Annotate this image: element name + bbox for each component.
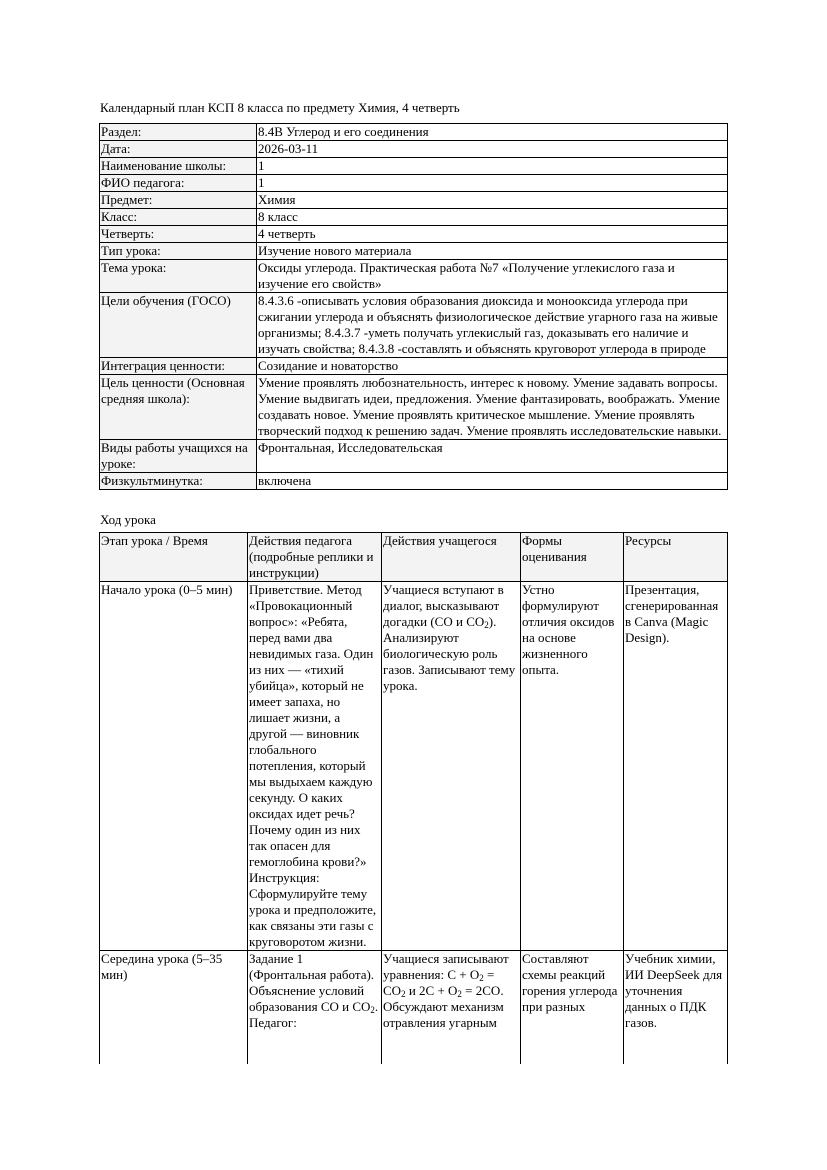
- student-actions-cell: [382, 582, 521, 951]
- info-label: Тема урока:: [100, 260, 257, 293]
- lesson-info-table: [99, 123, 728, 490]
- page-bottom-margin: [0, 1064, 827, 1170]
- flow-table-header: [100, 533, 728, 582]
- student-text: = CO: [383, 967, 495, 998]
- teacher-text: . Педагог:: [249, 999, 379, 1030]
- info-row: [100, 375, 728, 440]
- info-label: Физкультминутка:: [100, 473, 257, 490]
- info-value: включена: [257, 473, 728, 490]
- student-text: Учащиеся записывают уравнения: C + O: [383, 951, 509, 982]
- info-row: [100, 226, 728, 243]
- info-value: 8 класс: [257, 209, 728, 226]
- lesson-flow-table: [99, 532, 728, 1112]
- info-row: [100, 175, 728, 192]
- student-text: Учащиеся вступают в диалог, высказывают догадки (CO и CO: [383, 582, 504, 629]
- info-label: Интеграция ценности:: [100, 358, 257, 375]
- info-value: 8.4В Углерод и его соединения: [257, 124, 728, 141]
- info-row: [100, 243, 728, 260]
- info-value: Химия: [257, 192, 728, 209]
- assessment-cell: Составляют схемы реакций горения углерода при разных: [521, 951, 624, 1112]
- subscript: 2: [401, 989, 406, 999]
- info-value: 4 четверть: [257, 226, 728, 243]
- info-label: ФИО педагога:: [100, 175, 257, 192]
- info-label: Цели обучения (ГОСО): [100, 293, 257, 358]
- info-row: [100, 209, 728, 226]
- subscript: 2: [484, 620, 489, 630]
- header-stage: Этап урока / Время: [100, 533, 248, 582]
- info-row: [100, 473, 728, 490]
- info-value: Фронтальная, Исследовательская: [257, 440, 728, 473]
- header-resources: Ресурсы: [624, 533, 728, 582]
- info-label: Виды работы учащихся на уроке:: [100, 440, 257, 473]
- info-row: [100, 158, 728, 175]
- header-student-actions: Действия учащегося: [382, 533, 521, 582]
- info-row: [100, 192, 728, 209]
- info-row: [100, 124, 728, 141]
- resources-cell: Презентация, сгенерированная в Canva (Magic Design).: [624, 582, 728, 951]
- info-value: 1: [257, 158, 728, 175]
- info-label: Тип урока:: [100, 243, 257, 260]
- info-value: Созидание и новаторство: [257, 358, 728, 375]
- info-row: [100, 141, 728, 158]
- resources-cell: Учебник химии, ИИ DeepSeek для уточнения данных о ПДК газов.: [624, 951, 728, 1112]
- info-row: [100, 440, 728, 473]
- info-value: 2026-03-11: [257, 141, 728, 158]
- student-text: ). Анализируют биологическую роль газов. Записывают тему урока.: [383, 614, 516, 693]
- student-text: = 2CO. Обсуждают механизм отравления угарным: [383, 983, 504, 1030]
- info-label: Наименование школы:: [100, 158, 257, 175]
- header-teacher-actions: Действия педагога (подробные реплики и инструкции): [248, 533, 382, 582]
- header-assessment: Формы оценивания: [521, 533, 624, 582]
- teacher-text: Задание 1 (Фронтальная работа). Объяснение условий образования CO и CO: [249, 951, 375, 1014]
- teacher-actions-cell: Приветствие. Метод «Провокационный вопрос»: «Ребята, перед вами два невидимых газа. Один из них — «тихий убийца», который не имеет запаха, но лишает жизни, а другой — виновник глобального потепления, который мы выдыхаем каждую секунду. О каких оксидах идет речь? Почему один из них так опасен для гемоглобина крови?» Инструкция: Сформулируйте тему урока и предположите, как связаны эти газы с круговоротом жизни.: [248, 582, 382, 951]
- info-label: Дата:: [100, 141, 257, 158]
- info-row: [100, 358, 728, 375]
- info-value: 1: [257, 175, 728, 192]
- subscript: 2: [370, 1005, 375, 1015]
- info-value: Изучение нового материала: [257, 243, 728, 260]
- info-row: [100, 260, 728, 293]
- info-label: Раздел:: [100, 124, 257, 141]
- info-value: Умение проявлять любознательность, интерес к новому. Умение задавать вопросы. Умение выдвигать идеи, предложения. Умение фантазировать, воображать. Умение создавать новое. Умение проявлять критическое мышление. Умение проявлять творческий подход к решению задач. Умение проявлять исследовательские навыки.: [257, 375, 728, 440]
- subscript: 2: [457, 989, 462, 999]
- assessment-cell: Устно формулируют отличия оксидов на основе жизненного опыта.: [521, 582, 624, 951]
- subscript: 2: [479, 973, 484, 983]
- stage-cell: Начало урока (0–5 мин): [100, 582, 248, 951]
- info-row: [100, 293, 728, 358]
- document-title: Календарный план КСП 8 класса по предмету Химия, 4 четверть: [100, 100, 460, 115]
- student-text: и 2C + O: [405, 983, 458, 998]
- info-value: Оксиды углерода. Практическая работа №7 «Получение углекислого газа и изучение его свойств»: [257, 260, 728, 293]
- info-label: Предмет:: [100, 192, 257, 209]
- flow-row-beginning: [100, 582, 728, 951]
- lesson-flow-label: Ход урока: [100, 512, 156, 527]
- info-value: 8.4.3.6 -описывать условия образования диоксида и монооксида углерода при сжигании углерода и объяснять физиологическое действие угарного газа на живые организмы; 8.4.3.7 -уметь получать углекислый газ, доказывать его наличие и изучать свойства; 8.4.3.8 -составлять и объяснять круговорот углерода в природе: [257, 293, 728, 358]
- info-label: Цель ценности (Основная средняя школа):: [100, 375, 257, 440]
- info-label: Класс:: [100, 209, 257, 226]
- stage-cell: Середина урока (5–35 мин): [100, 951, 248, 1112]
- info-label: Четверть:: [100, 226, 257, 243]
